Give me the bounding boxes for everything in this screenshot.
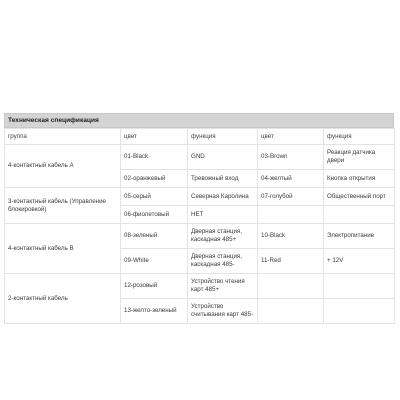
color-cell: 05-серый bbox=[121, 188, 188, 206]
function-cell: Дверная станция, каскадная 485- bbox=[188, 249, 258, 274]
color-cell: 07-голубой bbox=[258, 188, 324, 206]
color-cell bbox=[258, 274, 324, 299]
header-group: группа bbox=[5, 129, 121, 145]
function-cell: НЕТ bbox=[188, 206, 258, 224]
function-cell: Реакция датчика двери bbox=[324, 145, 395, 170]
function-cell: Устройство считывания карт 485- bbox=[188, 299, 258, 324]
color-cell: 12-розовый bbox=[121, 274, 188, 299]
color-cell: 01-Black bbox=[121, 145, 188, 170]
group-cell: 4-контактный кабель A bbox=[5, 145, 121, 188]
spec-title: Техническая спецификация bbox=[4, 113, 394, 128]
function-cell bbox=[324, 299, 395, 324]
color-cell: 04-желтый bbox=[258, 170, 324, 188]
color-cell: 11-Red bbox=[258, 249, 324, 274]
function-cell: GND bbox=[188, 145, 258, 170]
function-cell: Северная Каролина bbox=[188, 188, 258, 206]
color-cell bbox=[258, 299, 324, 324]
function-cell: Электропитание bbox=[324, 224, 395, 249]
group-cell: 3-контактный кабель (Управление блокировкой) bbox=[5, 188, 121, 224]
color-cell: 06-фиолетовый bbox=[121, 206, 188, 224]
spec-table bbox=[4, 128, 395, 324]
header-color-1: цвет bbox=[121, 129, 188, 145]
color-cell: 13-желто-зеленый bbox=[121, 299, 188, 324]
group-cell: 4-контактный кабель B bbox=[5, 224, 121, 274]
header-function-1: функция bbox=[188, 129, 258, 145]
table-row bbox=[5, 274, 395, 299]
color-cell: 03-Brown bbox=[258, 145, 324, 170]
function-cell: Устройство чтения карт 485+ bbox=[188, 274, 258, 299]
color-cell: 09-White bbox=[121, 249, 188, 274]
color-cell: 10-Black bbox=[258, 224, 324, 249]
spec-table-container bbox=[4, 113, 394, 324]
group-cell: 2-контактный кабель bbox=[5, 274, 121, 324]
function-cell bbox=[324, 274, 395, 299]
function-cell: Дверная станция, каскадная 485+ bbox=[188, 224, 258, 249]
header-function-2: функция bbox=[324, 129, 395, 145]
function-cell: Общественный порт bbox=[324, 188, 395, 206]
function-cell: + 12V bbox=[324, 249, 395, 274]
color-cell: 08-зеленый bbox=[121, 224, 188, 249]
function-cell: Кнопка открытия bbox=[324, 170, 395, 188]
table-row bbox=[5, 145, 395, 170]
table-row bbox=[5, 188, 395, 206]
table-row bbox=[5, 224, 395, 249]
function-cell: Тревожный вход bbox=[188, 170, 258, 188]
function-cell bbox=[324, 206, 395, 224]
color-cell bbox=[258, 206, 324, 224]
header-color-2: цвет bbox=[258, 129, 324, 145]
header-row bbox=[5, 129, 395, 145]
color-cell: 02-оранжевый bbox=[121, 170, 188, 188]
